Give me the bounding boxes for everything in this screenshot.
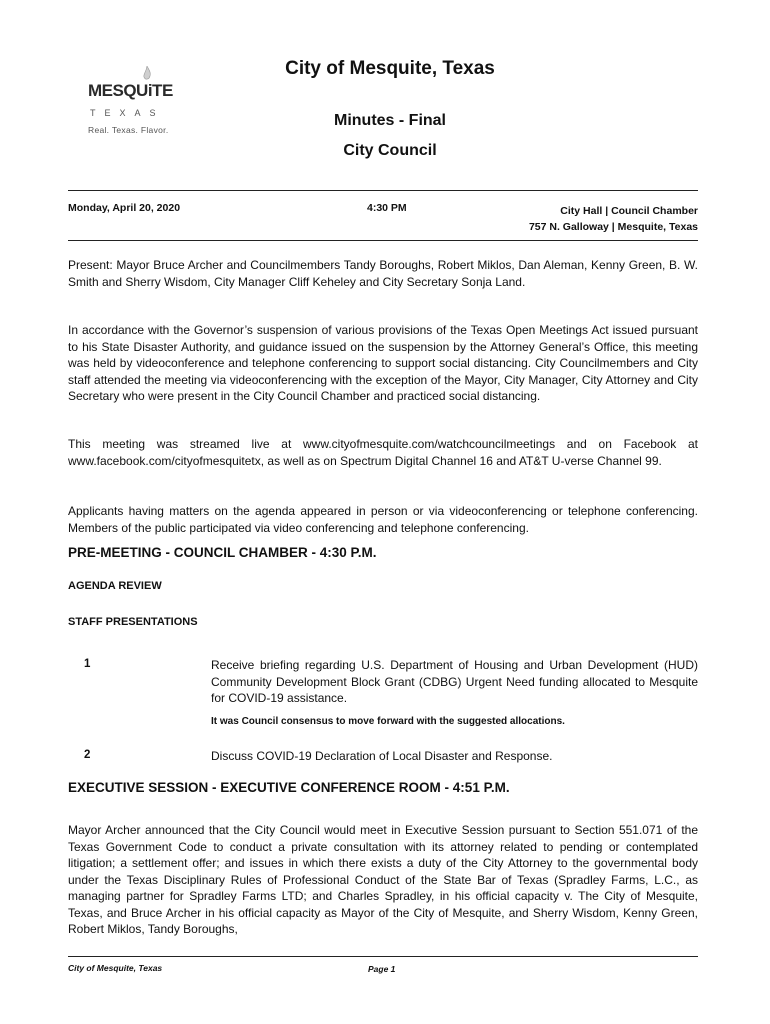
page-number: Page 1 bbox=[368, 964, 396, 974]
attendance-paragraph: Present: Mayor Bruce Archer and Councilmembers Tandy Boroughs, Robert Miklos, Dan Aleman, Kenny Green, B. W. Smith and Sherry Wisdom, City Manager Cliff Keheley and City Secretary Sonja Land. bbox=[68, 258, 698, 289]
logo-tagline: Real. Texas. Flavor. bbox=[88, 125, 169, 135]
item-text: Discuss COVID-19 Declaration of Local Disaster and Response. bbox=[211, 749, 553, 763]
logo-name: MESQUiTE bbox=[88, 81, 173, 100]
footer-city: City of Mesquite, Texas bbox=[68, 963, 163, 973]
item-action: It was Council consensus to move forward with the suggested allocations. bbox=[211, 716, 565, 727]
meeting-time: 4:30 PM bbox=[367, 202, 407, 214]
flame-icon bbox=[142, 66, 152, 82]
agenda-review-heading: AGENDA REVIEW bbox=[68, 580, 162, 592]
logo-state: TEXAS bbox=[90, 108, 165, 118]
open-meetings-paragraph: In accordance with the Governor’s suspension of various provisions of the Texas Open Meetings Act issued pursuant to his State Disaster Authority, and guidance issued on the suspension by the Attorney General’s Office, this meeting was held by videoconference and telephone conferencing to support social distancing. City Councilmembers and City staff attended the meeting via videoconferencing with the exception of the Mayor, City Manager, City Attorney and City Secretary who were present in the City Council Chamber and practiced social distancing. bbox=[68, 323, 698, 403]
header-divider bbox=[68, 190, 698, 191]
applicants-paragraph: Applicants having matters on the agenda appeared in person or via videoconferencing or telephone conferencing. Members of the public participated via video conferencing and telephone conferencing. bbox=[68, 504, 698, 535]
mesquite-logo bbox=[88, 64, 178, 142]
meeting-location-line1: City Hall | Council Chamber bbox=[560, 205, 698, 217]
meeting-date: Monday, April 20, 2020 bbox=[68, 202, 181, 214]
streaming-paragraph: This meeting was streamed live at www.cityofmesquite.com/watchcouncilmeetings and on Facebook at www.facebook.com/cityofmesquitetx, as well as on Spectrum Digital Channel 16 and AT&T U-verse Channel 99. bbox=[68, 437, 698, 468]
item-number: 1 bbox=[84, 658, 91, 670]
document-title: City of Mesquite, Texas bbox=[285, 58, 495, 79]
staff-presentations-heading: STAFF PRESENTATIONS bbox=[68, 616, 198, 628]
item-text: Receive briefing regarding U.S. Department of Housing and Urban Development (HUD) Community Development Block Grant (CDBG) Urgent Need funding allocated to Mesquite for COVID-19 assistance. bbox=[211, 658, 698, 705]
executive-session-heading: EXECUTIVE SESSION - EXECUTIVE CONFERENCE ROOM - 4:51 P.M. bbox=[68, 780, 510, 795]
meta-divider bbox=[68, 240, 698, 241]
meeting-location-line2: 757 N. Galloway | Mesquite, Texas bbox=[528, 221, 698, 233]
item-number: 2 bbox=[84, 749, 91, 761]
document-type: Minutes - Final bbox=[334, 112, 446, 129]
footer-divider bbox=[68, 956, 698, 957]
executive-session-paragraph: Mayor Archer announced that the City Council would meet in Executive Session pursuant to Section 551.071 of the Texas Government Code to conduct a private consultation with its attorney related to pending or contemplated litigation; a settlement offer; and issues in which there exists a duty of the City Attorney to the governmental body under the Texas Disciplinary Rules of Professional Conduct of the State Bar of Texas (Spradley Farms, L.C., as managing partner for Spradley Farms LTD; and Charles Spradley, in his official capacity v. The City of Mesquite, Texas, and Bruce Archer in his official capacity as Mayor of the City of Mesquite, and Sherry Wisdom, Kenny Green, Robert Miklos, Tandy Boroughs, bbox=[68, 823, 698, 936]
pre-meeting-heading: PRE-MEETING - COUNCIL CHAMBER - 4:30 P.M. bbox=[68, 545, 377, 560]
governing-body: City Council bbox=[343, 142, 437, 159]
